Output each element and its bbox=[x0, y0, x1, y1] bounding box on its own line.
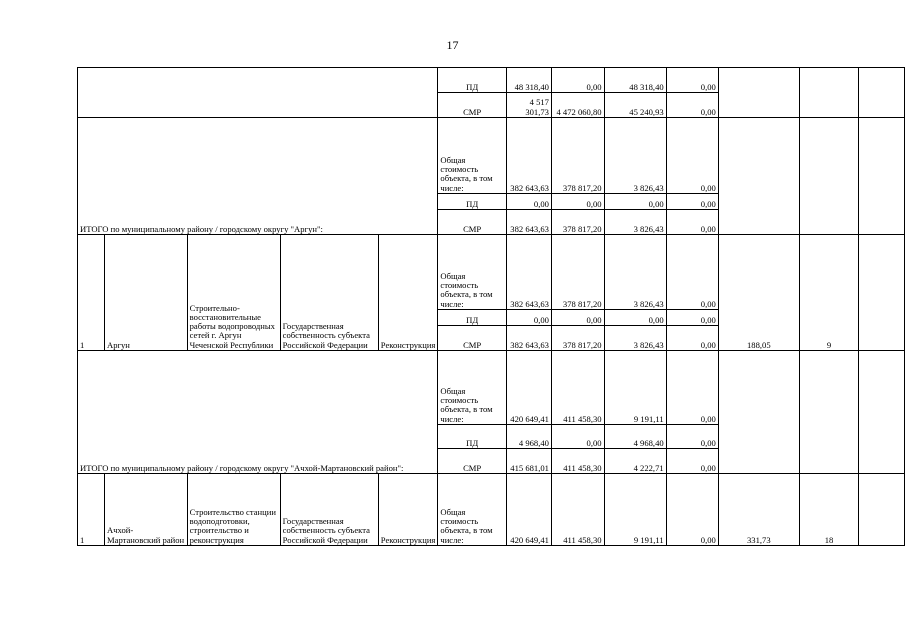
value-cell: 3 826,43 bbox=[604, 235, 666, 310]
value-cell: 420 649,41 bbox=[506, 474, 551, 546]
value-cell: 0,00 bbox=[666, 310, 718, 326]
count-cell: 18 bbox=[799, 474, 858, 546]
table-row bbox=[78, 474, 905, 546]
value-cell: 0,00 bbox=[666, 326, 718, 351]
value-cell: 382 643,63 bbox=[506, 210, 551, 235]
value-cell: 9 191,11 bbox=[604, 474, 666, 546]
empty-cell bbox=[718, 68, 799, 118]
empty-cell bbox=[799, 351, 858, 474]
value-cell: 378 817,20 bbox=[551, 326, 604, 351]
value-cell: 4 968,40 bbox=[506, 425, 551, 449]
value-cell: 415 681,01 bbox=[506, 449, 551, 474]
empty-cell bbox=[859, 351, 905, 474]
value-cell: 0,00 bbox=[666, 351, 718, 425]
value-cell: 4 472 060,80 bbox=[551, 93, 604, 118]
value-cell: 378 817,20 bbox=[551, 118, 604, 194]
value-cell: 0,00 bbox=[604, 194, 666, 210]
investment-table bbox=[77, 67, 905, 546]
pd-label: ПД bbox=[438, 68, 507, 93]
pd-label: ПД bbox=[438, 310, 507, 326]
empty-cell bbox=[859, 68, 905, 118]
value-cell: 378 817,20 bbox=[551, 235, 604, 310]
value-cell: 0,00 bbox=[551, 310, 604, 326]
table-row bbox=[78, 235, 905, 310]
value-cell: 411 458,30 bbox=[551, 474, 604, 546]
value-cell: 3 826,43 bbox=[604, 326, 666, 351]
value-cell: 411 458,30 bbox=[551, 351, 604, 425]
value-cell: 3 826,43 bbox=[604, 118, 666, 194]
value-cell: 3 826,43 bbox=[604, 210, 666, 235]
value-cell: 382 643,63 bbox=[506, 326, 551, 351]
empty-cell bbox=[718, 351, 799, 474]
pd-label: ПД bbox=[438, 425, 507, 449]
value-cell: 48 318,40 bbox=[604, 68, 666, 93]
empty-cell bbox=[799, 118, 858, 235]
value-cell: 0,00 bbox=[666, 118, 718, 194]
smr-label: СМР bbox=[438, 93, 507, 118]
value-cell: 420 649,41 bbox=[506, 351, 551, 425]
value-cell: 0,00 bbox=[666, 210, 718, 235]
work-type-cell: Реконструкция bbox=[378, 474, 438, 546]
table-row bbox=[78, 351, 905, 425]
value-cell: 0,00 bbox=[506, 310, 551, 326]
subtotal-label: ИТОГО по муниципальному району / городскому округу "Аргун": bbox=[78, 118, 438, 235]
empty-cell bbox=[859, 118, 905, 235]
district-cell: Ачхой-Мартановский район bbox=[104, 474, 187, 546]
object-name-cell: Строительно-восстановительные работы водопроводных сетей г. Аргун Чеченской Республики bbox=[187, 235, 280, 351]
table-row bbox=[78, 68, 905, 93]
value-cell: 378 817,20 bbox=[551, 210, 604, 235]
value-cell: 4 517 301,73 bbox=[506, 93, 551, 118]
value-cell: 0,00 bbox=[506, 194, 551, 210]
work-type-cell: Реконструкция bbox=[378, 235, 438, 351]
empty-cell bbox=[718, 118, 799, 235]
row-number: 1 bbox=[78, 235, 105, 351]
value-cell: 411 458,30 bbox=[551, 449, 604, 474]
value-cell: 48 318,40 bbox=[506, 68, 551, 93]
table-row bbox=[78, 118, 905, 194]
value-cell: 382 643,63 bbox=[506, 235, 551, 310]
value-cell: 0,00 bbox=[666, 449, 718, 474]
value-cell: 0,00 bbox=[666, 93, 718, 118]
value-cell: 9 191,11 bbox=[604, 351, 666, 425]
row-number: 1 bbox=[78, 474, 105, 546]
value-cell: 382 643,63 bbox=[506, 118, 551, 194]
capacity-cell: 188,05 bbox=[718, 235, 799, 351]
subtotal-label: ИТОГО по муниципальному району / городскому округу "Ачхой-Мартановский район": bbox=[78, 351, 438, 474]
value-cell: 0,00 bbox=[551, 425, 604, 449]
pd-label: ПД bbox=[438, 194, 507, 210]
value-cell: 0,00 bbox=[666, 474, 718, 546]
smr-label: СМР bbox=[438, 449, 507, 474]
count-cell: 9 bbox=[799, 235, 858, 351]
value-cell: 4 968,40 bbox=[604, 425, 666, 449]
ownership-cell: Государственная собственность субъекта Российской Федерации bbox=[280, 474, 378, 546]
smr-label: СМР bbox=[438, 326, 507, 351]
capacity-cell: 331,73 bbox=[718, 474, 799, 546]
empty-cell bbox=[78, 68, 438, 118]
total-label: Общая стоимость объекта, в том числе: bbox=[438, 235, 507, 310]
smr-label: СМР bbox=[438, 210, 507, 235]
value-cell: 0,00 bbox=[666, 425, 718, 449]
empty-cell bbox=[859, 474, 905, 546]
value-cell: 0,00 bbox=[666, 68, 718, 93]
empty-cell bbox=[799, 68, 858, 118]
value-cell: 0,00 bbox=[551, 68, 604, 93]
total-label: Общая стоимость объекта, в том числе: bbox=[438, 474, 507, 546]
page-number: 17 bbox=[446, 38, 459, 52]
value-cell: 0,00 bbox=[604, 310, 666, 326]
object-name-cell: Строительство станции водоподготовки, строительство и реконструкция bbox=[187, 474, 280, 546]
value-cell: 0,00 bbox=[666, 194, 718, 210]
value-cell: 0,00 bbox=[666, 235, 718, 310]
total-label: Общая стоимость объекта, в том числе: bbox=[438, 118, 507, 194]
district-cell: Аргун bbox=[104, 235, 187, 351]
ownership-cell: Государственная собственность субъекта Российской Федерации bbox=[280, 235, 378, 351]
total-label: Общая стоимость объекта, в том числе: bbox=[438, 351, 507, 425]
empty-cell bbox=[859, 235, 905, 351]
value-cell: 45 240,93 bbox=[604, 93, 666, 118]
value-cell: 0,00 bbox=[551, 194, 604, 210]
value-cell: 4 222,71 bbox=[604, 449, 666, 474]
